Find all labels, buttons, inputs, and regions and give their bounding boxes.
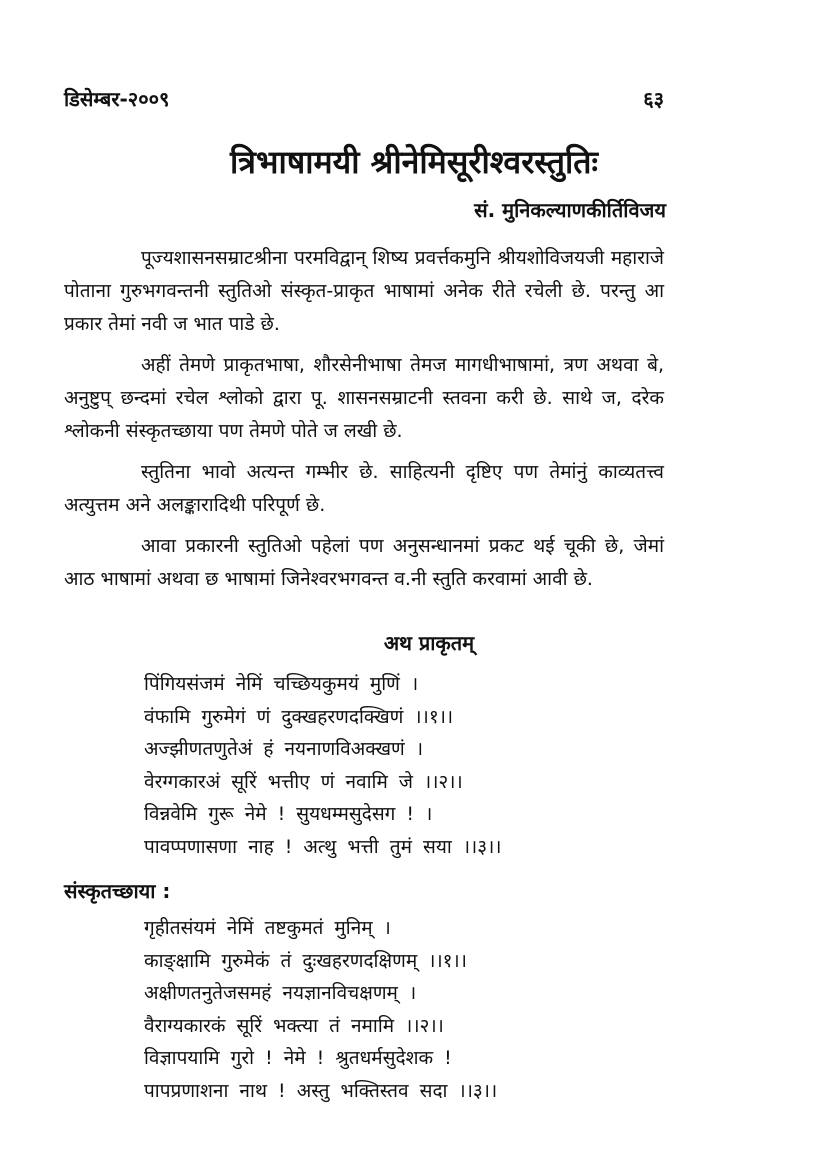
verse-line: गृहीतसंयमं नेमिं तष्टकुमतं मुनिम् । — [144, 917, 391, 939]
prakrit-verses — [144, 668, 502, 863]
issue-date: डिसेम्बर-२००९ — [64, 87, 170, 111]
prakrit-heading: अथ प्राकृतम् — [383, 631, 475, 655]
verse-line: विज्ञापयामि गुरो ! नेमे ! श्रुतधर्मसुदेशक ! — [144, 1047, 452, 1069]
verse-line: वैराग्यकारकं सूरिं भक्त्या तं नमामि ।।२।। — [144, 1014, 444, 1037]
paragraph: आवा प्रकारनी स्तुतिओ पहेलां पण अनुसन्धानमां प्रकट थई चूकी छे, जेमां आठ भाषामां अथवा छ भाषामां जिनेश्वरभगवन्त व.नी स्तुति करवामां आवी छे. — [64, 535, 664, 590]
introduction — [64, 242, 664, 604]
verse-line: विन्नवेमि गुरू नेमे ! सुयधम्मसुदेसग ! । — [144, 803, 433, 825]
verse-line: वेरग्गकारअं सूरिं भत्तीए णं नवामि जे ।।२।। — [144, 770, 463, 793]
sanskrit-verses — [144, 912, 497, 1107]
page-number: ६३ — [643, 87, 664, 111]
running-head — [64, 86, 664, 112]
paragraph: अहीं तेमणे प्राकृतभाषा, शौरसेनीभाषा तेमज मागधीभाषामां, त्रण अथवा बे, अनुष्टुप् छन्दमां रचेल श्लोको द्वारा पू. शासनसम्राटनी स्तवना करी छे. साथे ज, दरेक श्लोकनी संस्कृतच्छाया पण तेमणे पोते ज लखी छे. — [64, 354, 664, 442]
page-title: त्रिभाषामयी श्रीनेमिसूरीश्वरस्तुतिः — [230, 143, 598, 181]
sanskrit-chhaya-heading: संस्कृतच्छाया : — [64, 879, 171, 903]
verse-line: पिंगियसंजमं नेमिं चच्छियकुमयं मुणिं । — [144, 673, 419, 695]
verse-line: अज्झीणतणुतेअं हं नयनाणविअक्खणं । — [144, 738, 424, 760]
paragraph: स्तुतिना भावो अत्यन्त गम्भीर छे. साहित्यनी दृष्टिए पण तेमांनुं काव्यतत्त्व अत्युत्तम अने अलङ्कारादिथी परिपूर्ण छे. — [64, 461, 664, 516]
verse-line: काङ्क्षामि गुरुमेकं तं दुःखहरणदक्षिणम् ।।१।। — [144, 949, 467, 972]
editor-credit: सं. मुनिकल्याणकीर्तिविजय — [474, 198, 666, 222]
paragraph: पूज्यशासनसम्राटश्रीना परमविद्वान् शिष्य प्रवर्त्तकमुनि श्रीयशोविजयजी महाराजे पोताना गुरुभगवन्तनी स्तुतिओ संस्कृत-प्राकृत भाषामां अनेक रीते रचेली छे. परन्तु आ प्रकार तेमां नवी ज भात पाडे छे. — [64, 247, 664, 335]
verse-line: वंफामि गुरुमेगं णं दुक्खहरणदक्खिणं ।।१।। — [144, 705, 454, 728]
verse-line: पावप्पणासणा नाह ! अत्थु भत्ती तुमं सया ।।३।। — [144, 835, 502, 858]
verse-line: पापप्रणाशना नाथ ! अस्तु भक्तिस्तव सदा ।।३।। — [144, 1079, 498, 1102]
verse-line: अक्षीणतनुतेजसमहं नयज्ञानविचक्षणम् । — [144, 982, 417, 1004]
